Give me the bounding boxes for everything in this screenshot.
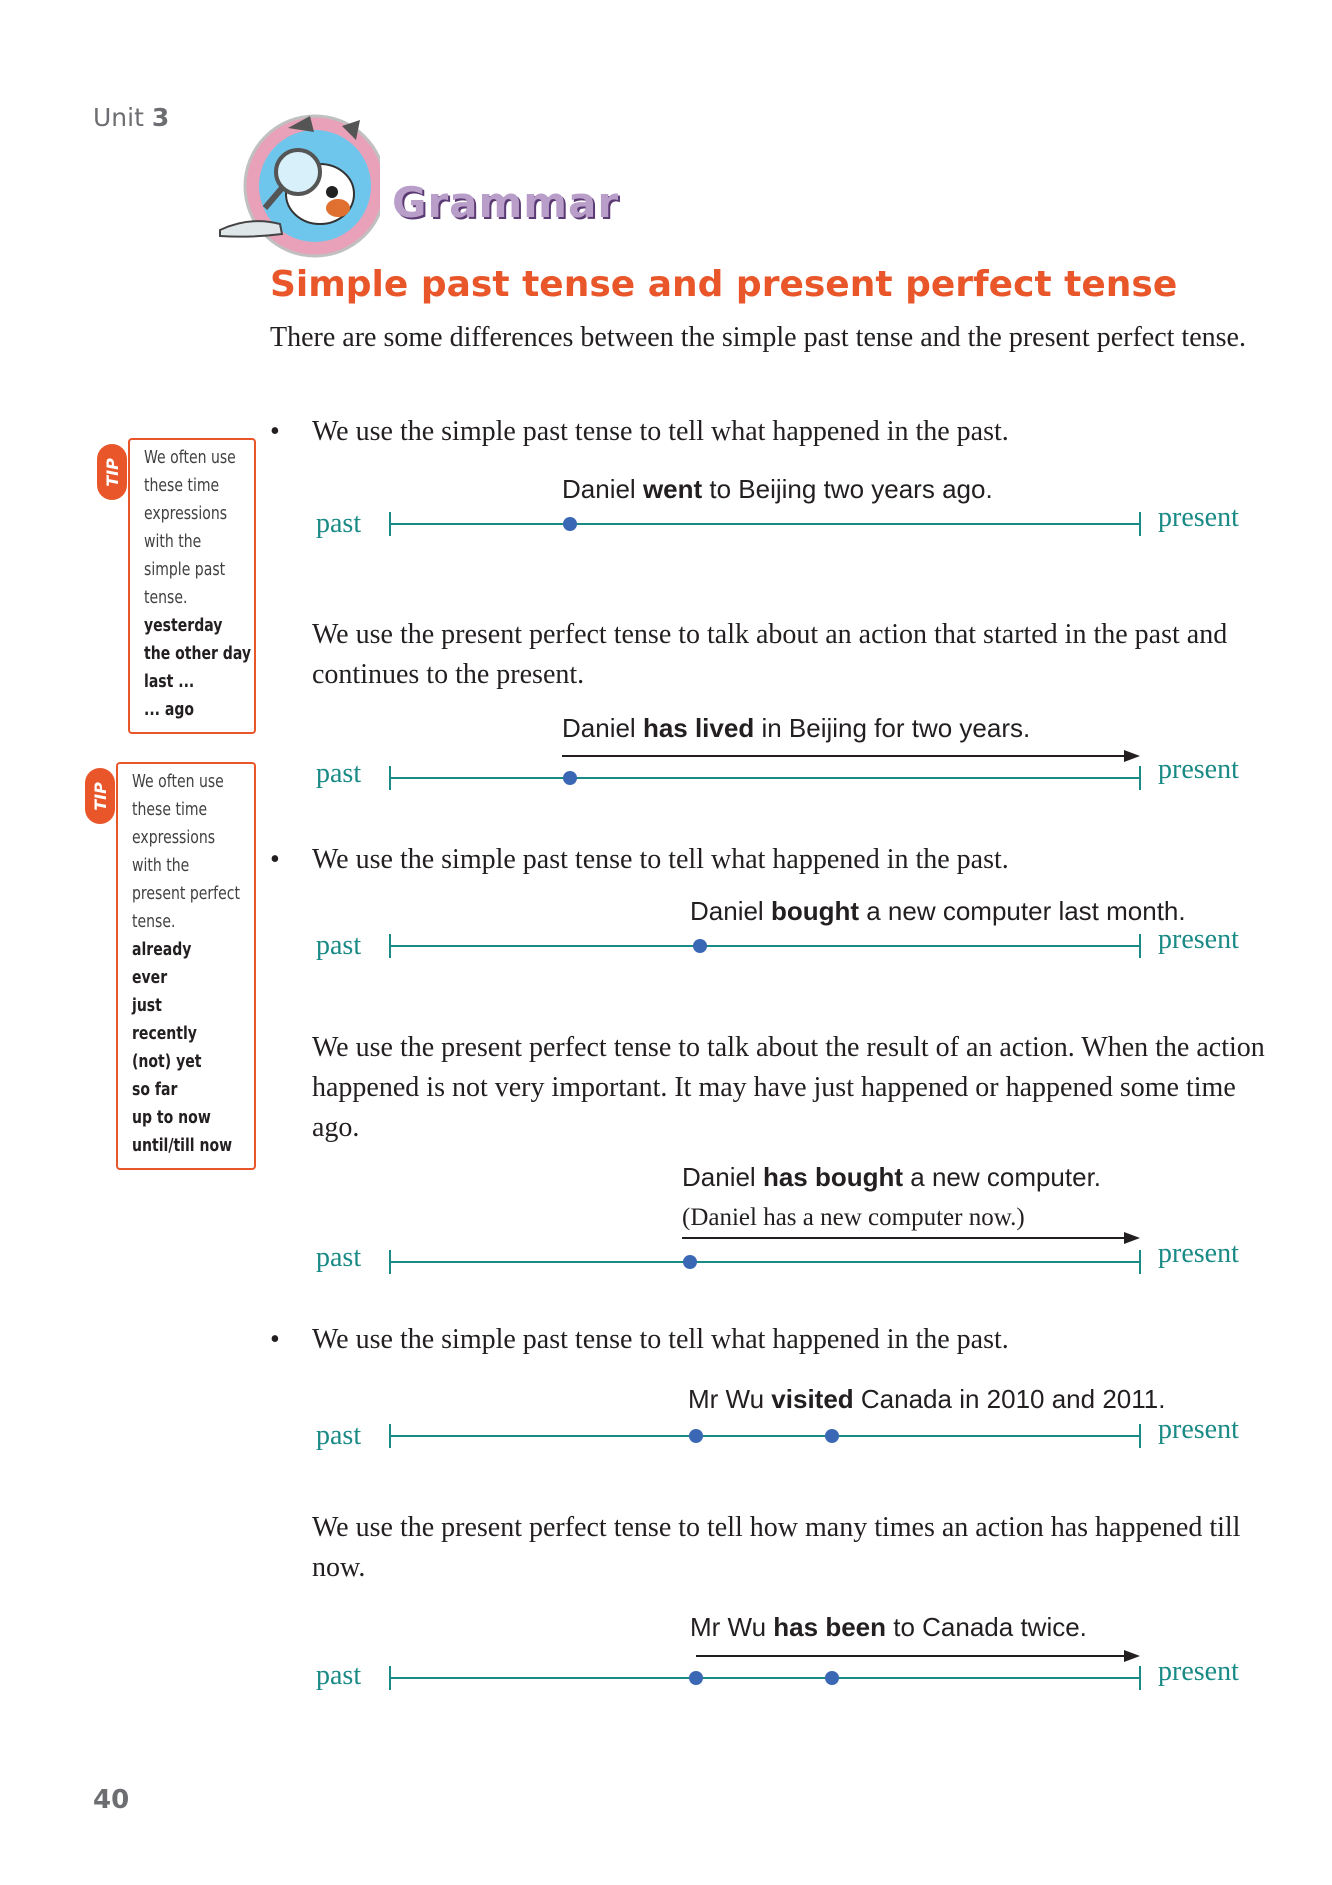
tip-expression: recently bbox=[132, 1023, 197, 1044]
rule-present-perfect-continues: We use the present perfect tense to talk about an action that started in the past and continues to the present. bbox=[312, 619, 1228, 690]
tip-text-line: present perfect bbox=[132, 883, 240, 904]
timeline-3 bbox=[380, 918, 1160, 978]
tip-expression: so far bbox=[132, 1079, 178, 1100]
tip-text-line: simple past bbox=[144, 559, 226, 580]
timeline-present-label: present bbox=[1158, 1414, 1239, 1445]
timeline-past-label: past bbox=[316, 1242, 362, 1273]
timeline-6 bbox=[380, 1648, 1160, 1708]
tip-expression: yesterday bbox=[144, 615, 223, 636]
timeline-event-dot bbox=[683, 1255, 697, 1269]
tip-text-line: tense. bbox=[144, 587, 188, 608]
timeline-past-label: past bbox=[316, 758, 362, 789]
page-heading: Simple past tense and present perfect tense bbox=[270, 264, 1178, 305]
timeline-event-dot bbox=[563, 771, 577, 785]
timeline-event-dot bbox=[689, 1671, 703, 1685]
tip-box-present-perfect bbox=[116, 762, 256, 1170]
tip-text-line: We often use bbox=[144, 447, 236, 468]
rule-simple-past-2: We use the simple past tense to tell what happened in the past. bbox=[312, 844, 1009, 875]
section-title: Grammar bbox=[392, 178, 620, 227]
tip-expression: ever bbox=[132, 967, 168, 988]
tip-badge: TIP bbox=[97, 444, 127, 500]
timeline-present-label: present bbox=[1158, 1238, 1239, 1269]
example-sentence: Daniel has bought a new computer. bbox=[682, 1162, 1102, 1192]
bullet-marker: • bbox=[270, 1324, 280, 1355]
intro-text: There are some differences between the simple past tense and the present perfect tense. bbox=[270, 322, 1246, 353]
tip-text-line: expressions bbox=[132, 827, 216, 848]
example-sentence: Daniel bought a new computer last month. bbox=[690, 896, 1186, 926]
tip-badge: TIP bbox=[85, 768, 115, 824]
tip-expression: the other day bbox=[144, 643, 252, 664]
tip-expression: (not) yet bbox=[132, 1051, 202, 1072]
example-sentence: Daniel went to Beijing two years ago. bbox=[562, 474, 993, 504]
timeline-event-dot bbox=[689, 1429, 703, 1443]
timeline-present-label: present bbox=[1158, 1656, 1239, 1687]
example-note: (Daniel has a new computer now.) bbox=[682, 1204, 1025, 1231]
tip-text-line: expressions bbox=[144, 503, 228, 524]
magnifier-dog-icon bbox=[210, 112, 380, 260]
tip-text-line: We often use bbox=[132, 771, 224, 792]
timeline-past-label: past bbox=[316, 1420, 362, 1451]
timeline-1 bbox=[380, 496, 1160, 556]
timeline-event-dot bbox=[825, 1671, 839, 1685]
bullet-marker: • bbox=[270, 416, 280, 447]
rule-simple-past-1: We use the simple past tense to tell what happened in the past. bbox=[312, 416, 1009, 447]
timeline-present-label: present bbox=[1158, 754, 1239, 785]
timeline-2 bbox=[380, 748, 1160, 808]
example-sentence: Mr Wu visited Canada in 2010 and 2011. bbox=[688, 1384, 1166, 1414]
tip-expression: last ... bbox=[144, 671, 195, 692]
timeline-present-label: present bbox=[1158, 924, 1239, 955]
tip-expression: up to now bbox=[132, 1107, 211, 1128]
timeline-4 bbox=[380, 1232, 1160, 1292]
tip-text-line: these time bbox=[132, 799, 208, 820]
tip-expression: already bbox=[132, 939, 192, 960]
timeline-event-dot bbox=[825, 1429, 839, 1443]
tip-text-line: with the bbox=[144, 531, 202, 552]
unit-label: Unit 3 bbox=[93, 103, 170, 132]
tip-text-line: tense. bbox=[132, 911, 176, 932]
page-number: 40 bbox=[93, 1785, 130, 1815]
bullet-marker: • bbox=[270, 844, 280, 875]
tip-box-simple-past bbox=[128, 438, 256, 734]
example-sentence: Daniel has lived in Beijing for two years. bbox=[562, 713, 1031, 743]
timeline-present-label: present bbox=[1158, 502, 1239, 533]
timeline-5 bbox=[380, 1408, 1160, 1468]
timeline-past-label: past bbox=[316, 930, 362, 961]
timeline-event-dot bbox=[563, 517, 577, 531]
tip-expression: until/till now bbox=[132, 1135, 233, 1156]
tip-expression: ... ago bbox=[144, 699, 195, 720]
timeline-event-dot bbox=[693, 939, 707, 953]
timeline-past-label: past bbox=[316, 1660, 362, 1691]
tip-text-line: these time bbox=[144, 475, 220, 496]
tip-text-line: with the bbox=[132, 855, 190, 876]
rule-present-perfect-result: We use the present perfect tense to talk about the result of an action. When the action happened is not very important. It may have just happened or happened some time ago. bbox=[312, 1032, 1265, 1143]
example-sentence: Mr Wu has been to Canada twice. bbox=[690, 1612, 1087, 1642]
timeline-past-label: past bbox=[316, 508, 362, 539]
tip-expression: just bbox=[132, 995, 162, 1016]
rule-simple-past-3: We use the simple past tense to tell what happened in the past. bbox=[312, 1324, 1009, 1355]
rule-present-perfect-times: We use the present perfect tense to tell how many times an action has happened till now. bbox=[312, 1512, 1241, 1583]
